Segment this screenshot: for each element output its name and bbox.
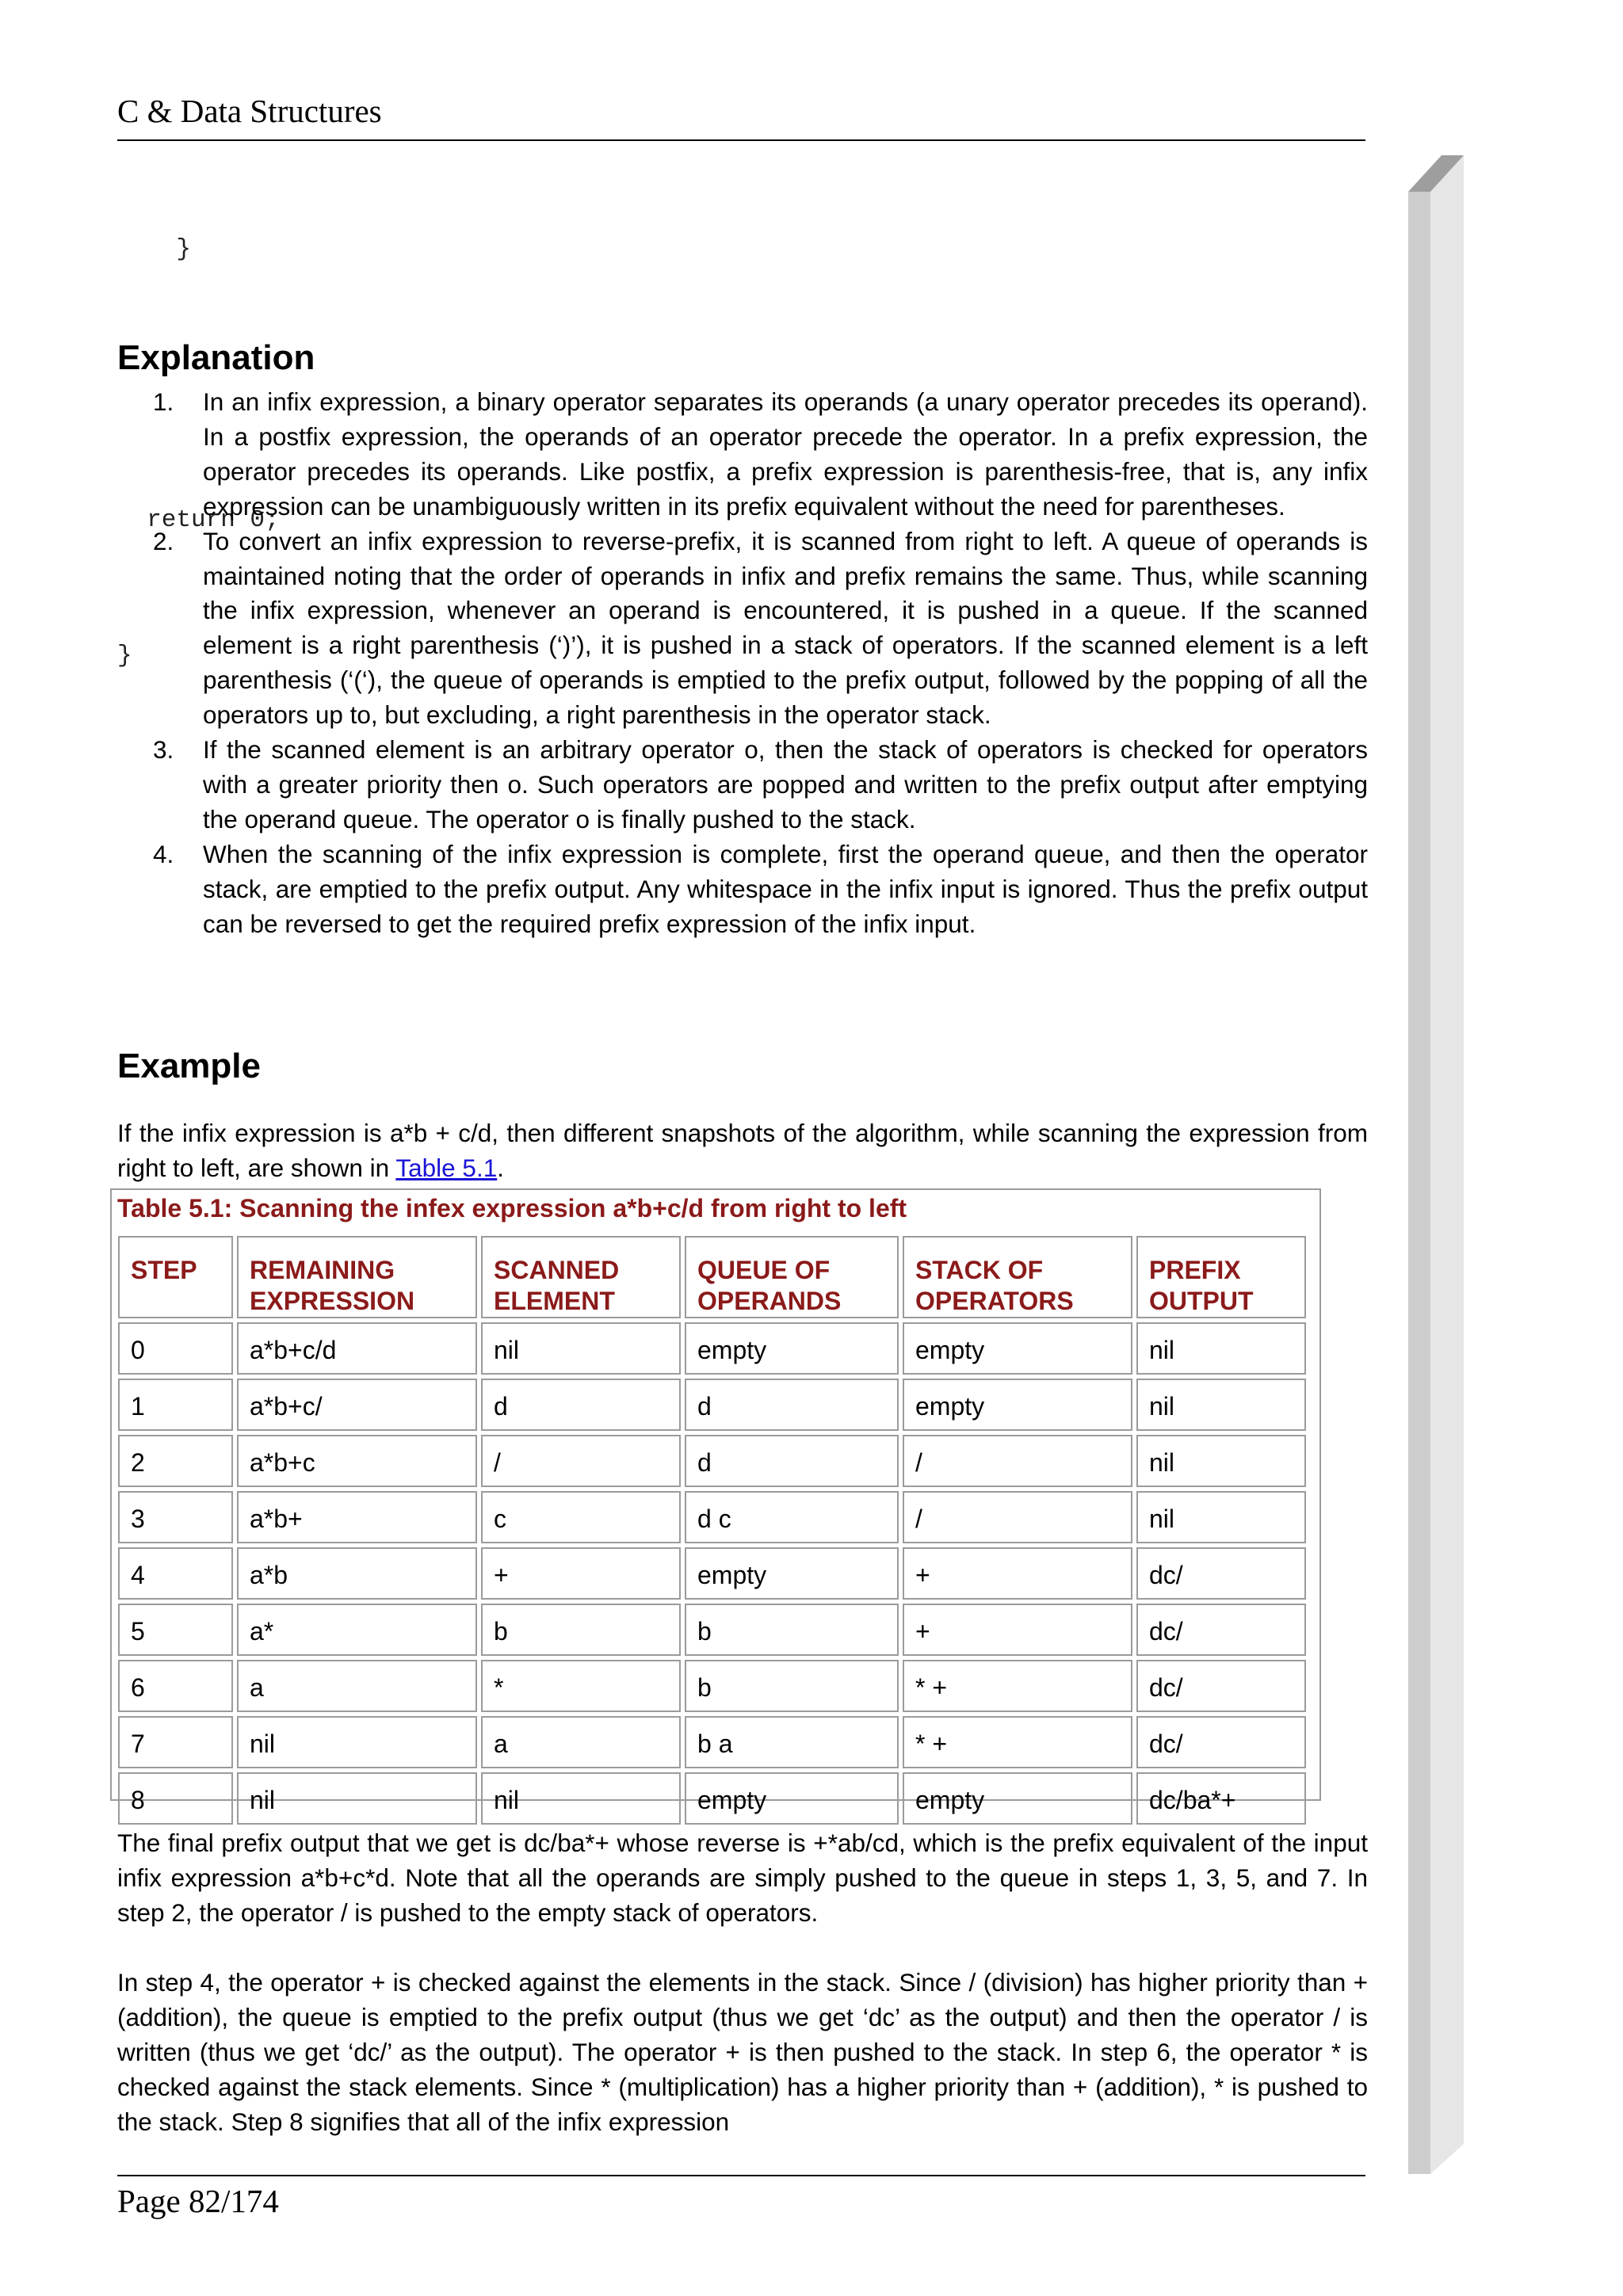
list-item-number: 1. [153,387,174,416]
table-cell: dc/ [1136,1604,1306,1656]
table-row [118,1322,1306,1375]
table-cell: a [481,1716,681,1768]
table-cell: a*b [237,1547,477,1600]
table-cell: 7 [118,1716,233,1768]
table-cell: d [685,1379,899,1431]
table-cell: 2 [118,1435,233,1487]
list-item-number: 4. [153,839,174,868]
table-cell: d c [685,1491,899,1543]
table-cell: empty [903,1772,1132,1825]
table-caption: Table 5.1: Scanning the infex expression a*b+c/d from right to left [117,1194,907,1222]
table-row [118,1547,1306,1600]
example-intro-end: . [497,1154,504,1182]
list-item-text: When the scanning of the infix expression is complete, first the operand queue, and then the operator stack, are emptied to the prefix output. Any whitespace in the infix input is ignored. Thus the prefix output can be reversed to get the required prefix expression of the infix input. [203,839,1368,938]
table-cell: empty [685,1772,899,1825]
table-row [118,1435,1306,1487]
table-cell: a* [237,1604,477,1656]
header-cell-queue-of-operands: QUEUE OF OPERANDS [685,1236,899,1318]
list-item [117,733,1368,837]
header-cell-step: STEP [118,1236,233,1318]
table-row [118,1716,1306,1768]
table-cell: empty [903,1322,1132,1375]
table-cell: 5 [118,1604,233,1656]
table-cell: dc/ [1136,1547,1306,1600]
list-item-number: 2. [153,526,174,555]
table-cell: nil [237,1772,477,1825]
table-cell: nil [1136,1435,1306,1487]
example-intro-text: If the infix expression is a*b + c/d, then different snapshots of the algorithm, while scanning the expression from right to left, are shown in [117,1119,1368,1182]
code-line: } [117,642,132,669]
table-cell: nil [1136,1322,1306,1375]
table-cell: nil [481,1772,681,1825]
table-cell: b a [685,1716,899,1768]
table-row [118,1491,1306,1543]
table-cell: b [685,1604,899,1656]
table-reference-link[interactable]: Table 5.1 [395,1154,498,1182]
table-cell: dc/ [1136,1716,1306,1768]
list-item [117,385,1368,524]
table-cell: / [481,1435,681,1487]
table-cell: 6 [118,1660,233,1712]
table-cell: 8 [118,1772,233,1825]
table-cell: 3 [118,1491,233,1543]
header-cell-scanned-element: SCANNED ELEMENT [481,1236,681,1318]
table-cell: nil [1136,1491,1306,1543]
list-item-text: If the scanned element is an arbitrary operator o, then the stack of operators is checked for operators with a greater priority then o. Such operators are popped and written to the prefix output after emptying the operand queue. The operator o is finally pushed to the stack. [203,735,1368,833]
code-line: } [117,235,192,263]
list-item [117,524,1368,733]
table-cell: b [685,1660,899,1712]
table-cell: * + [903,1660,1132,1712]
table-cell: / [903,1435,1132,1487]
table-cell: d [685,1435,899,1487]
summary-paragraph-1: The final prefix output that we get is dc/ba*+ whose reverse is +*ab/cd, which is the prefix equivalent of the input infix expression a*b+c*d. Note that all the operands are simply pushed to the queue in steps 1, 3, 5, and 7. In step 2, the operator / is pushed to the empty stack of operators. [117,1829,1368,1927]
header-cell-prefix-output: PREFIX OUTPUT [1136,1236,1306,1318]
table-cell: + [903,1547,1132,1600]
page-number: Page 82/174 [117,2183,279,2219]
header-cell-remaining-expression: REMAINING EXPRESSION [237,1236,477,1318]
table-cell: + [903,1604,1132,1656]
header-cell-stack-of-operators: STACK OF OPERATORS [903,1236,1132,1318]
table-row [118,1604,1306,1656]
table-row [118,1772,1306,1825]
table-cell: a*b+c/d [237,1322,477,1375]
table-cell: * + [903,1716,1132,1768]
list-item-text: To convert an infix expression to reverse-prefix, it is scanned from right to left. A queue of operands is maintained noting that the order of operands in infix and prefix remains the same. Thus, while scanning the infix expression, whenever an operand is encountered, it is pushed in a queue. If the scanned element is a right parenthesis (‘)’), it is pushed in a stack of operators. If the scanned element is a left parenthesis (‘(‘), the queue of operands is emptied to the prefix output, followed by the popping of all the operators up to, but excluding, a right parenthesis in the operator stack. [203,526,1368,730]
footer-rule [117,2175,1365,2176]
table-cell: empty [685,1322,899,1375]
table-cell: nil [1136,1379,1306,1431]
table-cell: 1 [118,1379,233,1431]
table-cell: / [903,1491,1132,1543]
table-cell: b [481,1604,681,1656]
table-cell: * [481,1660,681,1712]
table-cell: a [237,1660,477,1712]
table-cell: a*b+c [237,1435,477,1487]
table-cell: 4 [118,1547,233,1600]
example-intro [117,1116,1368,1185]
table-cell: nil [481,1322,681,1375]
table-cell: c [481,1491,681,1543]
list-item-number: 3. [153,735,174,765]
example-heading: Example [117,1047,261,1085]
table-row [118,1660,1306,1712]
running-header: C & Data Structures [117,93,382,129]
table-cell: d [481,1379,681,1431]
table-cell: 0 [118,1322,233,1375]
page-edge-decoration [1408,155,1464,2174]
list-item [117,837,1368,942]
table-header-row [118,1236,1306,1318]
explanation-list [117,385,1368,942]
table-cell: empty [903,1379,1132,1431]
table-cell: dc/ [1136,1660,1306,1712]
table-cell: empty [685,1547,899,1600]
summary-paragraph-2: In step 4, the operator + is checked against the elements in the stack. Since / (division) has higher priority than + (addition), the queue is emptied to the prefix output (thus we get ‘dc’ as the output) and then the operator / is written (thus we get ‘dc/’ as the output). The operator + is then pushed to the stack. In step 6, the operator * is checked against the stack elements. Since * (multiplication) has a higher priority than + (addition), * is pushed to the stack. Step 8 signifies that all of the infix expression [117,1968,1368,2136]
table-row [118,1379,1306,1431]
explanation-heading: Explanation [117,338,315,377]
code-line: return 0; [117,506,280,534]
scan-table [114,1232,1310,1829]
table-cell: a*b+c/ [237,1379,477,1431]
table-cell: + [481,1547,681,1600]
table-cell: nil [237,1716,477,1768]
header-rule [117,139,1365,141]
table-cell: a*b+ [237,1491,477,1543]
table-cell: dc/ba*+ [1136,1772,1306,1825]
list-item-text: In an infix expression, a binary operator separates its operands (a unary operator precedes its operand). In a postfix expression, the operands of an operator precede the operator. In a prefix expression, the operator precedes its operands. Like postfix, a prefix expression is parenthesis-free, that is, any infix expression can be unambiguously written in its prefix equivalent without the need for parentheses. [203,387,1368,521]
